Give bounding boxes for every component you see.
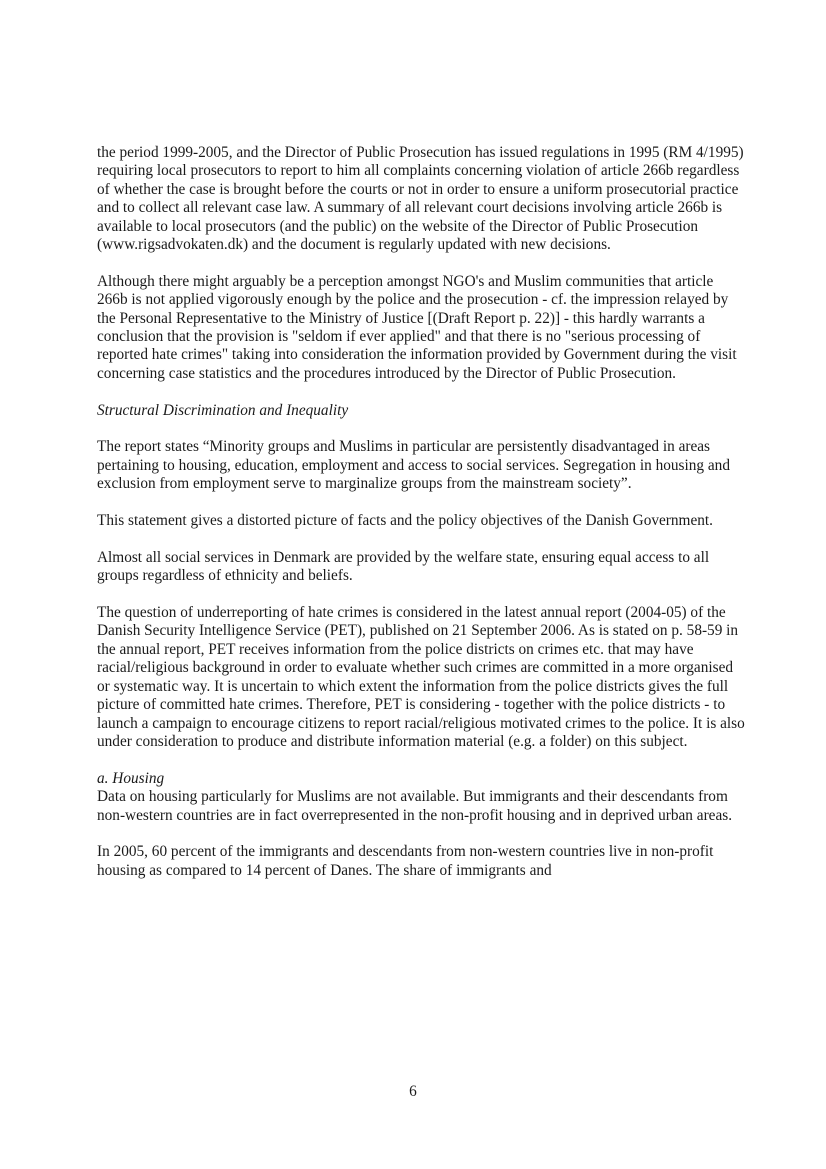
page-number: 6	[409, 1083, 417, 1100]
section-heading-structural-discrimination: Structural Discrimination and Inequality	[97, 401, 349, 419]
document-body	[97, 144, 745, 899]
paragraph-social-services: Almost all social services in Denmark are provided by the welfare state, ensuring equal access to all groups regardless of ethnicity and beliefs.	[97, 548, 710, 585]
paragraph-underreporting-hate-crimes: The question of underreporting of hate crimes is considered in the latest annual report (2004-05) of the Danish Security Intelligence Service (PET), published on 21 September 2006. As is stated on p. 58-59 in the annual report, PET receives information from the police districts on crimes etc. that may have racial/religious background in order to evaluate whether such crimes are committed in a more organised or systematic way. It is uncertain to which extent the information from the police districts gives the full picture of committed hate crimes. Therefore, PET is considering - together with the police districts - to launch a campaign to encourage citizens to report racial/religious motivated crimes to the police. It is also under consideration to produce and distribute information material (e.g. a folder) on this subject.	[97, 604, 745, 750]
paragraph-article-266b-regulations: the period 1999-2005, and the Director of Public Prosecution has issued regulations in 1995 (RM 4/1995) requiring local prosecutors to report to him all complaints concerning violation of article 266b regardless of whether the case is brought before the courts or not in order to ensure a uniform prosecutorial practice and to collect all relevant case law. A summary of all relevant court decisions involving article 266b is available to local prosecutors (and the public) on the website of the Director of Public Prosecution (www.rigsadvokaten.dk) and the document is regularly updated with new decisions.	[97, 144, 744, 254]
paragraph-housing-2005: In 2005, 60 percent of the immigrants and descendants from non-western countries live in non-profit housing as compared to 14 percent of Danes. The share of immigrants and	[97, 843, 714, 879]
subheading-housing: a. Housing	[97, 769, 165, 787]
paragraph-perception-ngo: Although there might arguably be a perception amongst NGO's and Muslim communities that article 266b is not applied vigorously enough by the police and the prosecution - cf. the impression relayed by the Personal Representative to the Ministry of Justice [(Draft Report p. 22)] - this hardly warrants a conclusion that the provision is "seldom if ever applied" and that there is no "serious processing of reported hate crimes" taking into consideration the information provided by Government during the visit concerning case statistics and the procedures introduced by the Director of Public Prosecution.	[97, 272, 737, 382]
paragraph-housing-data: Data on housing particularly for Muslims are not available. But immigrants and their descendants from non-western countries are in fact overrepresented in the non-profit housing and in deprived urban areas.	[97, 788, 733, 824]
paragraph-report-statement: The report states “Minority groups and Muslims in particular are persistently disadvantaged in areas pertaining to housing, education, employment and access to social services. Segregation in housing and exclusion from employment serve to marginalize groups from the mainstream society”.	[97, 438, 730, 493]
paragraph-distorted-picture: This statement gives a distorted picture of facts and the policy objectives of the Danish Government.	[97, 512, 713, 530]
